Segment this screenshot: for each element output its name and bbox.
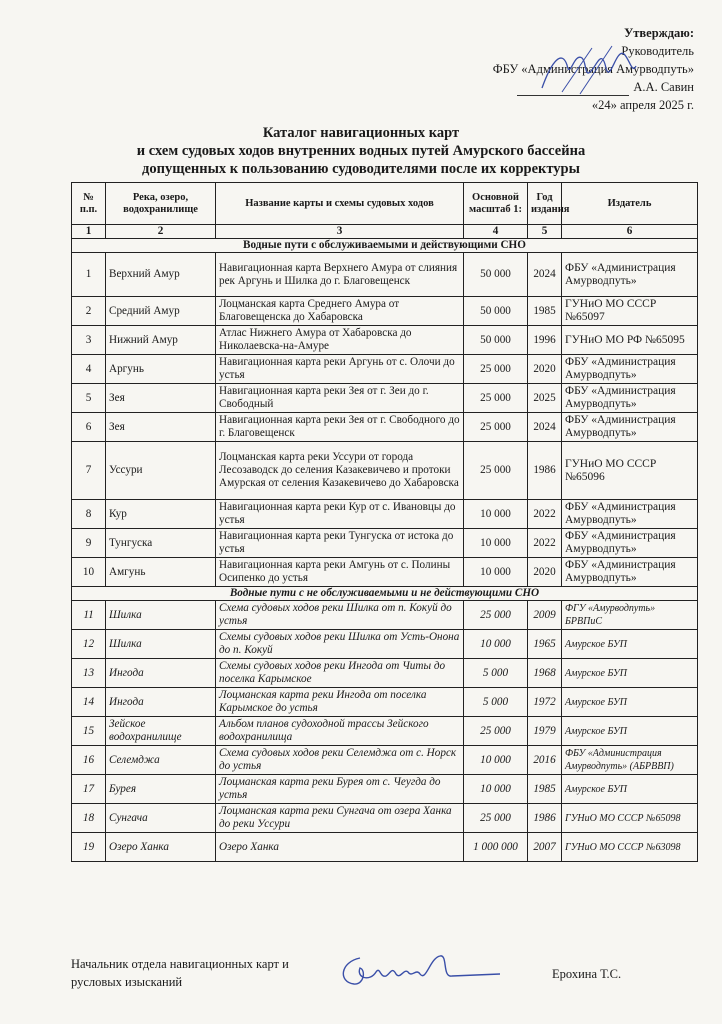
cell-name: Лоцманская карта Среднего Амура от Благовещенска до Хабаровска <box>216 297 464 326</box>
table-row <box>72 717 698 746</box>
cell-num: 2 <box>72 297 106 326</box>
cell-river: Аргунь <box>106 355 216 384</box>
footer-name: Ерохина Т.С. <box>552 967 622 981</box>
cell-num: 18 <box>72 804 106 833</box>
section-title: Водные пути с не обслуживаемыми и не действующими СНО <box>72 587 698 601</box>
cell-publisher: Амурское БУП <box>562 630 698 659</box>
cell-num: 14 <box>72 688 106 717</box>
cell-publisher: ФБУ «Администрация Амурводпуть» <box>562 384 698 413</box>
cell-scale: 10 000 <box>464 500 528 529</box>
cell-publisher: ФБУ «Администрация Амурводпуть» <box>562 558 698 587</box>
cell-num: 15 <box>72 717 106 746</box>
cell-name: Навигационная карта реки Зея от г. Зеи до г. Свободный <box>216 384 464 413</box>
cell-name: Схема судовых ходов реки Шилка от п. Кокуй до устья <box>216 601 464 630</box>
cell-scale: 10 000 <box>464 630 528 659</box>
document-title <box>0 124 722 178</box>
cell-scale: 50 000 <box>464 253 528 297</box>
table-row <box>72 746 698 775</box>
cell-publisher: ФБУ «Администрация Амурводпуть» <box>562 355 698 384</box>
cell-year: 2009 <box>528 601 562 630</box>
cell-name: Навигационная карта реки Кур от с. Ивановцы до устья <box>216 500 464 529</box>
cell-river: Селемджа <box>106 746 216 775</box>
column-number-row <box>72 225 698 239</box>
cell-publisher: ФГУ «Амурводпуть» БРВПиС <box>562 601 698 630</box>
cell-year: 2020 <box>528 355 562 384</box>
cell-num: 12 <box>72 630 106 659</box>
col-number: 5 <box>528 225 562 239</box>
cell-river: Шилка <box>106 601 216 630</box>
cell-publisher: ФБУ «Администрация Амурводпуть» <box>562 500 698 529</box>
cell-scale: 10 000 <box>464 775 528 804</box>
cell-scale: 25 000 <box>464 355 528 384</box>
cell-river: Сунгача <box>106 804 216 833</box>
col-header-year: Год издания <box>528 183 562 225</box>
cell-river: Ингода <box>106 688 216 717</box>
cell-scale: 5 000 <box>464 659 528 688</box>
cell-scale: 25 000 <box>464 442 528 500</box>
cell-publisher: Амурское БУП <box>562 717 698 746</box>
section-title: Водные пути с обслуживаемыми и действующими СНО <box>72 239 698 253</box>
cell-scale: 25 000 <box>464 804 528 833</box>
cell-publisher: ГУНиО МО РФ №65095 <box>562 326 698 355</box>
approval-org: ФБУ «Администрация Амурводпуть» <box>492 62 694 76</box>
table-row <box>72 688 698 717</box>
cell-scale: 5 000 <box>464 688 528 717</box>
cell-publisher: ФБУ «Администрация Амурводпуть» <box>562 413 698 442</box>
cell-river: Шилка <box>106 630 216 659</box>
cell-river: Ингода <box>106 659 216 688</box>
cell-river: Верхний Амур <box>106 253 216 297</box>
col-number: 4 <box>464 225 528 239</box>
cell-scale: 1 000 000 <box>464 833 528 862</box>
table-row <box>72 253 698 297</box>
cell-publisher: ГУНиО МО СССР №63098 <box>562 833 698 862</box>
approval-date: «24» апреля 2025 г. <box>591 98 694 112</box>
table-row <box>72 601 698 630</box>
cell-year: 1996 <box>528 326 562 355</box>
cell-num: 4 <box>72 355 106 384</box>
cell-num: 1 <box>72 253 106 297</box>
cell-river: Средний Амур <box>106 297 216 326</box>
col-header-river: Река, озеро, водохранилище <box>106 183 216 225</box>
table-row <box>72 384 698 413</box>
cell-year: 1965 <box>528 630 562 659</box>
cell-scale: 25 000 <box>464 384 528 413</box>
table-row <box>72 500 698 529</box>
cell-year: 1986 <box>528 804 562 833</box>
cell-year: 1968 <box>528 659 562 688</box>
table-row <box>72 413 698 442</box>
footer-position-line-1: Начальник отдела навигационных карт и <box>71 957 289 971</box>
col-header-name: Название карты и схемы судовых ходов <box>216 183 464 225</box>
table-row <box>72 833 698 862</box>
col-number: 6 <box>562 225 698 239</box>
cell-year: 2020 <box>528 558 562 587</box>
approval-heading: Утверждаю: <box>624 26 694 40</box>
col-header-num: № п.п. <box>72 183 106 225</box>
table-row <box>72 355 698 384</box>
cell-name: Навигационная карта реки Амгунь от с. Полины Осипенко до устья <box>216 558 464 587</box>
cell-year: 2025 <box>528 384 562 413</box>
table-row <box>72 659 698 688</box>
cell-name: Альбом планов судоходной трассы Зейского водохранилища <box>216 717 464 746</box>
col-header-publisher: Издатель <box>562 183 698 225</box>
cell-name: Лоцманская карта реки Бурея от с. Чеугда до устья <box>216 775 464 804</box>
title-line-2: и схем судовых ходов внутренних водных путей Амурского бассейна <box>136 143 586 159</box>
cell-num: 16 <box>72 746 106 775</box>
title-line-3: допущенных к пользованию судоводителями после их корректуры <box>142 161 580 177</box>
cell-num: 6 <box>72 413 106 442</box>
table-row <box>72 442 698 500</box>
cell-publisher: ГУНиО МО СССР №65098 <box>562 804 698 833</box>
cell-scale: 10 000 <box>464 746 528 775</box>
footer-position <box>71 955 289 991</box>
col-number: 3 <box>216 225 464 239</box>
cell-publisher: Амурское БУП <box>562 775 698 804</box>
cell-publisher: ФБУ «Администрация Амурводпуть» (АБРВВП) <box>562 746 698 775</box>
cell-name: Озеро Ханка <box>216 833 464 862</box>
table-body <box>72 225 698 862</box>
cell-num: 13 <box>72 659 106 688</box>
table-row <box>72 804 698 833</box>
cell-year: 1985 <box>528 297 562 326</box>
title-line-1: Каталог навигационных карт <box>262 125 460 141</box>
table-row <box>72 529 698 558</box>
cell-name: Схема судовых ходов реки Селемджа от с. Норск до устья <box>216 746 464 775</box>
cell-publisher: ГУНиО МО СССР №65096 <box>562 442 698 500</box>
table-row <box>72 775 698 804</box>
approval-name: А.А. Савин <box>633 80 694 94</box>
cell-river: Зея <box>106 384 216 413</box>
cell-name: Схемы судовых ходов реки Шилка от Усть-Онона до п. Кокуй <box>216 630 464 659</box>
cell-year: 2022 <box>528 529 562 558</box>
cell-num: 5 <box>72 384 106 413</box>
cell-river: Амгунь <box>106 558 216 587</box>
cell-scale: 25 000 <box>464 601 528 630</box>
cell-year: 2016 <box>528 746 562 775</box>
cell-year: 2024 <box>528 253 562 297</box>
cell-scale: 50 000 <box>464 297 528 326</box>
director-signature <box>532 40 642 100</box>
cell-publisher: Амурское БУП <box>562 659 698 688</box>
cell-river: Бурея <box>106 775 216 804</box>
cell-num: 17 <box>72 775 106 804</box>
table-header-row <box>72 183 698 225</box>
table-row <box>72 297 698 326</box>
cell-scale: 10 000 <box>464 529 528 558</box>
cell-num: 8 <box>72 500 106 529</box>
table-row <box>72 558 698 587</box>
section-header-row <box>72 239 698 253</box>
cell-river: Озеро Ханка <box>106 833 216 862</box>
cell-river: Уссури <box>106 442 216 500</box>
cell-name: Лоцманская карта реки Сунгача от озера Ханка до реки Уссури <box>216 804 464 833</box>
table-row <box>72 630 698 659</box>
footer-position-line-2: русловых изысканий <box>71 975 183 989</box>
cell-publisher: ФБУ «Администрация Амурводпуть» <box>562 529 698 558</box>
cell-river: Кур <box>106 500 216 529</box>
cell-year: 1972 <box>528 688 562 717</box>
cell-year: 1986 <box>528 442 562 500</box>
col-number: 1 <box>72 225 106 239</box>
cell-publisher: ГУНиО МО СССР №65097 <box>562 297 698 326</box>
cell-river: Зея <box>106 413 216 442</box>
cell-num: 10 <box>72 558 106 587</box>
catalog-table <box>71 182 698 862</box>
cell-year: 2022 <box>528 500 562 529</box>
cell-scale: 50 000 <box>464 326 528 355</box>
cell-river: Тунгуска <box>106 529 216 558</box>
cell-scale: 25 000 <box>464 717 528 746</box>
cell-num: 11 <box>72 601 106 630</box>
table-row <box>72 326 698 355</box>
cell-num: 19 <box>72 833 106 862</box>
cell-publisher: Амурское БУП <box>562 688 698 717</box>
cell-name: Лоцманская карта реки Уссури от города Лесозаводск до селения Казакевичево и протоки Амурская от селения Казакевичево до Хабаровска <box>216 442 464 500</box>
col-number: 2 <box>106 225 216 239</box>
cell-scale: 10 000 <box>464 558 528 587</box>
cell-name: Атлас Нижнего Амура от Хабаровска до Николаевска-на-Амуре <box>216 326 464 355</box>
section-header-row <box>72 587 698 601</box>
col-header-scale: Основной масштаб 1: <box>464 183 528 225</box>
cell-scale: 25 000 <box>464 413 528 442</box>
approval-position: Руководитель <box>621 44 694 58</box>
cell-name: Навигационная карта реки Тунгуска от истока до устья <box>216 529 464 558</box>
cell-num: 9 <box>72 529 106 558</box>
cell-name: Навигационная карта реки Аргунь от с. Олочи до устья <box>216 355 464 384</box>
cell-num: 3 <box>72 326 106 355</box>
cell-name: Лоцманская карта реки Ингода от поселка Карымское до устья <box>216 688 464 717</box>
cell-num: 7 <box>72 442 106 500</box>
cell-name: Схемы судовых ходов реки Ингода от Читы до поселка Карымское <box>216 659 464 688</box>
cell-river: Зейское водохранилище <box>106 717 216 746</box>
cell-year: 2024 <box>528 413 562 442</box>
cell-publisher: ФБУ «Администрация Амурводпуть» <box>562 253 698 297</box>
cell-year: 2007 <box>528 833 562 862</box>
cell-year: 1979 <box>528 717 562 746</box>
head-signature <box>330 948 510 992</box>
cell-name: Навигационная карта Верхнего Амура от слияния рек Аргунь и Шилка до г. Благовещенск <box>216 253 464 297</box>
cell-year: 1985 <box>528 775 562 804</box>
cell-river: Нижний Амур <box>106 326 216 355</box>
cell-name: Навигационная карта реки Зея от г. Свободного до г. Благовещенск <box>216 413 464 442</box>
